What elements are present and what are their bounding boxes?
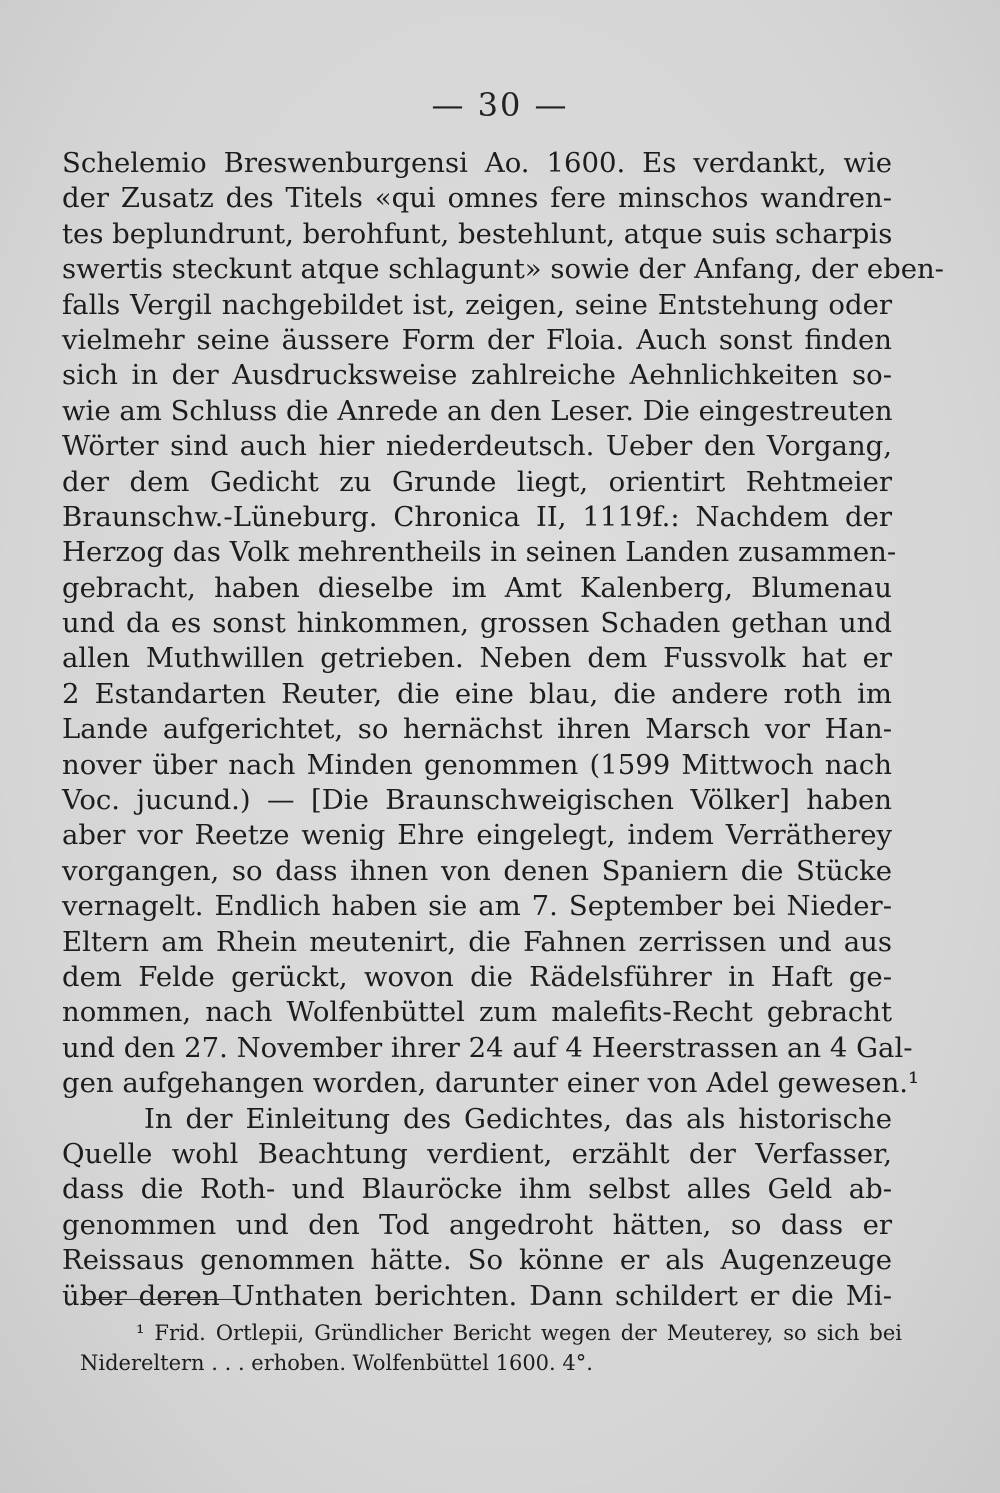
text-line: Herzog das Volk mehrentheils in seinen Landen zusammen- [62,536,897,569]
text-line: nover über nach Minden genommen (1599 Mittwoch nach [62,748,892,781]
text-line: tes beplundrunt, berohfunt, bestehlunt, atque suis scharpis [62,217,893,250]
text-line: vernagelt. Endlich haben sie am 7. September bei Nieder- [62,890,892,923]
text-line: Lande aufgerichtet, so hernächst ihren Marsch vor Han- [62,713,892,746]
text-line: vielmehr seine äussere Form der Floia. Auch sonst finden [62,323,892,356]
text-line: Wörter sind auch hier niederdeutsch. Ueber den Vorgang, [62,430,892,463]
text-line: allen Muthwillen getrieben. Neben dem Fussvolk hat er [62,642,892,675]
text-line: nommen, nach Wolfenbüttel zum malefits-Recht gebracht [62,996,892,1029]
text-line: dass die Roth- und Blauröcke ihm selbst alles Geld ab- [62,1173,892,1206]
footnote-line: ¹ Frid. Ortlepii, Gründlicher Bericht wegen der Meuterey, so sich bei [136,1321,902,1345]
text-line: Braunschw.-Lüneburg. Chronica II, 1119f.: Nachdem der [62,500,892,533]
text-line: dem Felde gerückt, wovon die Rädelsführer in Haft ge- [62,960,892,993]
text-line: genommen und den Tod angedroht hätten, so dass er [62,1208,892,1241]
text-line: über deren Unthaten berichten. Dann schildert er die Mi- [62,1279,892,1312]
main-text [62,146,944,1314]
text-line: Eltern am Rhein meutenirt, die Fahnen zerrissen und aus [62,925,892,958]
footnote-line: Nidereltern . . . erhoben. Wolfenbüttel 1600. 4°. [80,1351,593,1375]
text-line: Schelemio Breswenburgensi Ao. 1600. Es verdankt, wie [62,147,892,179]
text-line: Voc. jucund.) — [Die Braunschweigischen Völker] haben [62,784,892,817]
footnotes [80,1318,902,1378]
text-line: der Zusatz des Titels «qui omnes fere minschos wandren- [62,182,892,215]
text-line: Reissaus genommen hätte. So könne er als Augenzeuge [62,1244,892,1277]
text-line: 2 Estandarten Reuter, die eine blau, die andere roth im [62,677,892,710]
text-line: swertis steckunt atque schlagunt» sowie der Anfang, der eben- [62,253,944,286]
text-line: der dem Gedicht zu Grunde liegt, orientirt Rehtmeier [62,465,892,498]
text-line: und den 27. November ihrer 24 auf 4 Heerstrassen an 4 Gal- [62,1031,913,1064]
text-line: wie am Schluss die Anrede an den Leser. Die eingestreuten [62,394,893,427]
text-line: Quelle wohl Beachtung verdient, erzählt der Verfasser, [62,1137,892,1170]
text-line: gebracht, haben dieselbe im Amt Kalenberg, Blumenau [62,571,892,604]
text-line: falls Vergil nachgebildet ist, zeigen, seine Entstehung oder [62,288,892,321]
text-line: gen aufgehangen worden, darunter einer von Adel gewesen.¹ [62,1067,920,1100]
text-line: und da es sonst hinkommen, grossen Schaden gethan und [62,607,892,640]
text-line: In der Einleitung des Gedichtes, das als historische [144,1102,892,1135]
text-line: vorgangen, so dass ihnen von denen Spaniern die Stücke [62,854,892,887]
footnote-divider [82,1299,237,1300]
text-line: aber vor Reetze wenig Ehre eingelegt, indem Verrätherey [62,819,892,852]
text-line: sich in der Ausdrucksweise zahlreiche Aehnlichkeiten so- [62,359,892,392]
page-number: — 30 — [431,86,569,124]
